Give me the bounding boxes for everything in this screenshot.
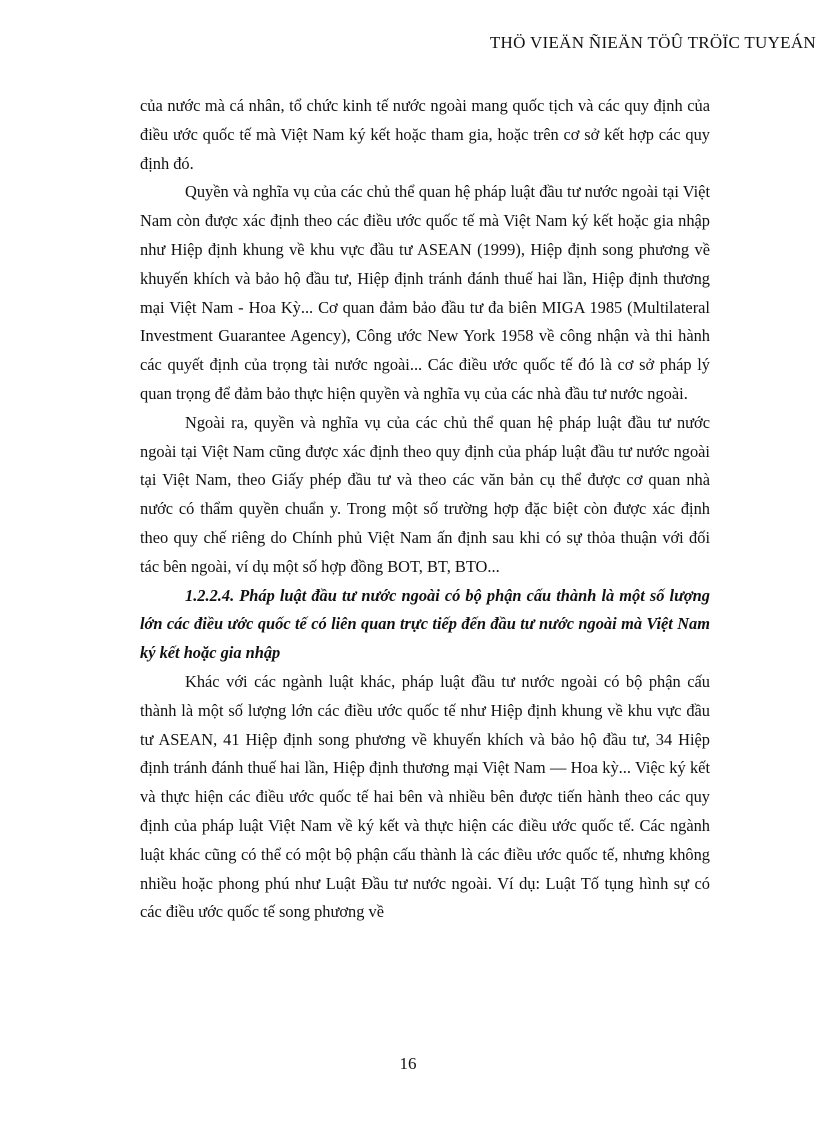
page-number: 16 xyxy=(399,1054,417,1073)
paragraph-continuation: của nước mà cá nhân, tổ chức kinh tế nước ngoài mang quốc tịch và các quy định của điều ước quốc tế mà Việt Nam ký kết hoặc tham gia, hoặc trên cơ sở kết hợp các quy định đó. xyxy=(140,96,710,173)
paragraph-international-treaties: Khác với các ngành luật khác, pháp luật đầu tư nước ngoài có bộ phận cấu thành là một số lượng lớn các điều ước quốc tế như Hiệp định khung về khu vực đầu tư ASEAN, 41 Hiệp định song phương về khuyến khích và bảo hộ đầu tư, 34 Hiệp định tránh đánh thuế hai lần, Hiệp định thương mại Việt Nam — Hoa kỳ... Việc ký kết và thực hiện các điều ước quốc tế hai bên và nhiều bên được tiến hành theo các quy định của pháp luật Việt Nam về ký kết và thực hiện các điều ước quốc tế. Các ngành luật khác cũng có thể có một bộ phận cấu thành là các điều ước quốc tế, nhưng không nhiều hoặc phong phú như Luật Đầu tư nước ngoài. Ví dụ: Luật Tố tụng hình sự có các điều ước quốc tế song phương về xyxy=(140,671,710,922)
paragraph-rights-treaties: Quyền và nghĩa vụ của các chủ thể quan hệ pháp luật đầu tư nước ngoài tại Việt Nam còn được xác định theo các điều ước quốc tế mà Việt Nam ký kết hoặc gia nhập như Hiệp định khung về khu vực đầu tư ASEAN (1999), Hiệp định song phương về khuyến khích và bảo hộ đầu tư, Hiệp định tránh đánh thuế hai lần, Hiệp định thương mại Việt Nam - Hoa Kỳ... Cơ quan đảm bảo đầu tư đa biên MIGA 1985 (Multilateral Investment Guarantee Agency), Công ước New York 1958 về công nhận và thi hành các quyết định của trọng tài nước ngoài... Các điều ước quốc tế đó là cơ sở pháp lý quan trọng để đảm bảo thực hiện quyền và nghĩa vụ của các nhà đầu tư nước ngoài. xyxy=(140,182,710,403)
page-header: THÖ VIEÄN ÑIEÄN TÖÛ TRÖÏC TUYEÁN xyxy=(489,33,816,52)
section-heading-1-2-2-4: 1.2.2.4. Pháp luật đầu tư nước ngoài có bộ phận cấu thành là một số lượng lớn các điều ước quốc tế có liên quan trực tiếp đến đầu tư nước ngoài mà Việt Nam ký kết hoặc gia nhập xyxy=(140,585,710,663)
paragraph-rights-domestic-law: Ngoài ra, quyền và nghĩa vụ của các chủ thể quan hệ pháp luật đầu tư nước ngoài tại Việt Nam cũng được xác định theo quy định của pháp luật đầu tư nước ngoài tại Việt Nam, theo Giấy phép đầu tư và theo các văn bản cụ thể được cơ quan nhà nước có thẩm quyền chuẩn y. Trong một số trường hợp đặc biệt còn được xác định theo quy chế riêng do Chính phủ Việt Nam ấn định sau khi có sự thỏa thuận với đối tác bên ngoài, ví dụ một số hợp đồng BOT, BT, BTO... xyxy=(140,412,710,576)
document-body xyxy=(140,92,710,927)
